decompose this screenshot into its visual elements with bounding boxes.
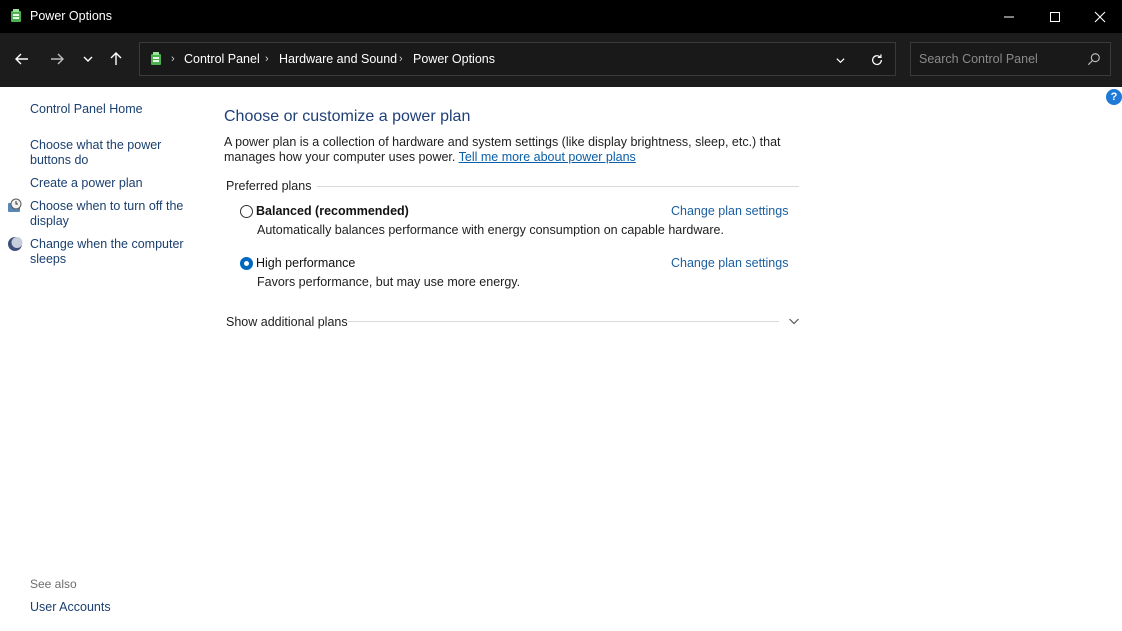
see-also-heading: See also bbox=[30, 577, 77, 591]
maximize-button[interactable] bbox=[1032, 0, 1078, 33]
refresh-icon bbox=[870, 53, 884, 67]
sidebar-item-label: Change when the computer bbox=[30, 237, 184, 251]
balanced-change-settings-link[interactable]: Change plan settings bbox=[671, 204, 789, 218]
chevron-down-icon bbox=[835, 55, 846, 66]
sidebar-item-label: display bbox=[30, 214, 69, 228]
close-button[interactable] bbox=[1077, 0, 1122, 33]
back-arrow-icon bbox=[14, 51, 30, 67]
balanced-radio[interactable] bbox=[240, 205, 253, 218]
learn-more-link[interactable]: Tell me more about power plans bbox=[458, 150, 636, 164]
sidebar-item-label: Create a power plan bbox=[30, 176, 143, 190]
power-options-icon bbox=[8, 8, 24, 24]
recent-locations-button[interactable] bbox=[76, 47, 100, 71]
control-panel-home-link[interactable]: Control Panel Home bbox=[30, 102, 143, 116]
sidebar-item-turn-off-display[interactable] bbox=[30, 199, 183, 229]
moon-icon bbox=[7, 236, 23, 252]
high-performance-change-settings-link[interactable]: Change plan settings bbox=[671, 256, 789, 270]
balanced-plan-name[interactable]: Balanced (recommended) bbox=[256, 204, 409, 218]
chevron-right-icon: › bbox=[399, 53, 403, 65]
back-button[interactable] bbox=[10, 47, 34, 71]
sidebar-item-computer-sleeps[interactable] bbox=[30, 237, 184, 267]
up-arrow-icon bbox=[108, 51, 124, 67]
balanced-plan-description: Automatically balances performance with energy consumption on capable hardware. bbox=[257, 223, 724, 237]
sidebar-item-power-buttons[interactable] bbox=[30, 138, 161, 168]
window-title: Power Options bbox=[30, 9, 112, 23]
breadcrumb-power-options[interactable]: Power Options bbox=[413, 52, 495, 66]
preferred-plans-label: Preferred plans bbox=[226, 179, 317, 193]
chevron-down-icon bbox=[82, 53, 94, 65]
sidebar-item-label: buttons do bbox=[30, 153, 89, 167]
breadcrumb-hardware-and-sound[interactable]: Hardware and Sound bbox=[279, 52, 398, 66]
forward-button[interactable] bbox=[45, 47, 69, 71]
high-performance-plan-description: Favors performance, but may use more energy. bbox=[257, 275, 521, 289]
clock-monitor-icon bbox=[7, 198, 23, 214]
maximize-icon bbox=[1049, 11, 1061, 23]
chevron-down-icon bbox=[788, 315, 800, 327]
divider bbox=[348, 321, 779, 322]
sidebar-item-label: Choose when to turn off the bbox=[30, 199, 184, 213]
forward-arrow-icon bbox=[49, 51, 65, 67]
title-bar bbox=[0, 0, 1122, 33]
search-icon[interactable] bbox=[1087, 52, 1101, 66]
control-panel-icon bbox=[148, 51, 164, 67]
expand-additional-plans-button[interactable] bbox=[787, 314, 801, 328]
breadcrumb-control-panel[interactable]: Control Panel bbox=[184, 52, 260, 66]
help-button[interactable]: ? bbox=[1106, 89, 1122, 105]
sidebar-item-create-plan[interactable] bbox=[30, 176, 143, 191]
search-input[interactable] bbox=[911, 43, 1081, 75]
chevron-right-icon: › bbox=[265, 53, 269, 65]
search-box bbox=[910, 42, 1111, 76]
show-additional-plans-label[interactable]: Show additional plans bbox=[226, 315, 348, 329]
user-accounts-link[interactable]: User Accounts bbox=[30, 600, 111, 614]
refresh-button[interactable] bbox=[868, 51, 886, 69]
sidebar-item-label: Choose what the power bbox=[30, 138, 162, 152]
high-performance-plan-name[interactable]: High performance bbox=[256, 256, 356, 270]
navigation-bar bbox=[0, 33, 1122, 87]
close-icon bbox=[1094, 11, 1106, 23]
up-button[interactable] bbox=[104, 47, 128, 71]
minimize-button[interactable] bbox=[986, 0, 1032, 33]
minimize-icon bbox=[1003, 11, 1015, 23]
chevron-right-icon: › bbox=[171, 53, 175, 65]
address-bar[interactable] bbox=[139, 42, 896, 76]
description-text: A power plan is a collection of hardware and system settings (like display brightness, sleep, etc.) that manages how your computer uses power. bbox=[224, 135, 781, 164]
address-dropdown-button[interactable] bbox=[832, 52, 848, 68]
page-description bbox=[224, 135, 824, 165]
high-performance-radio[interactable] bbox=[240, 257, 253, 270]
sidebar-item-label: sleeps bbox=[30, 252, 67, 266]
page-title: Choose or customize a power plan bbox=[224, 108, 471, 125]
